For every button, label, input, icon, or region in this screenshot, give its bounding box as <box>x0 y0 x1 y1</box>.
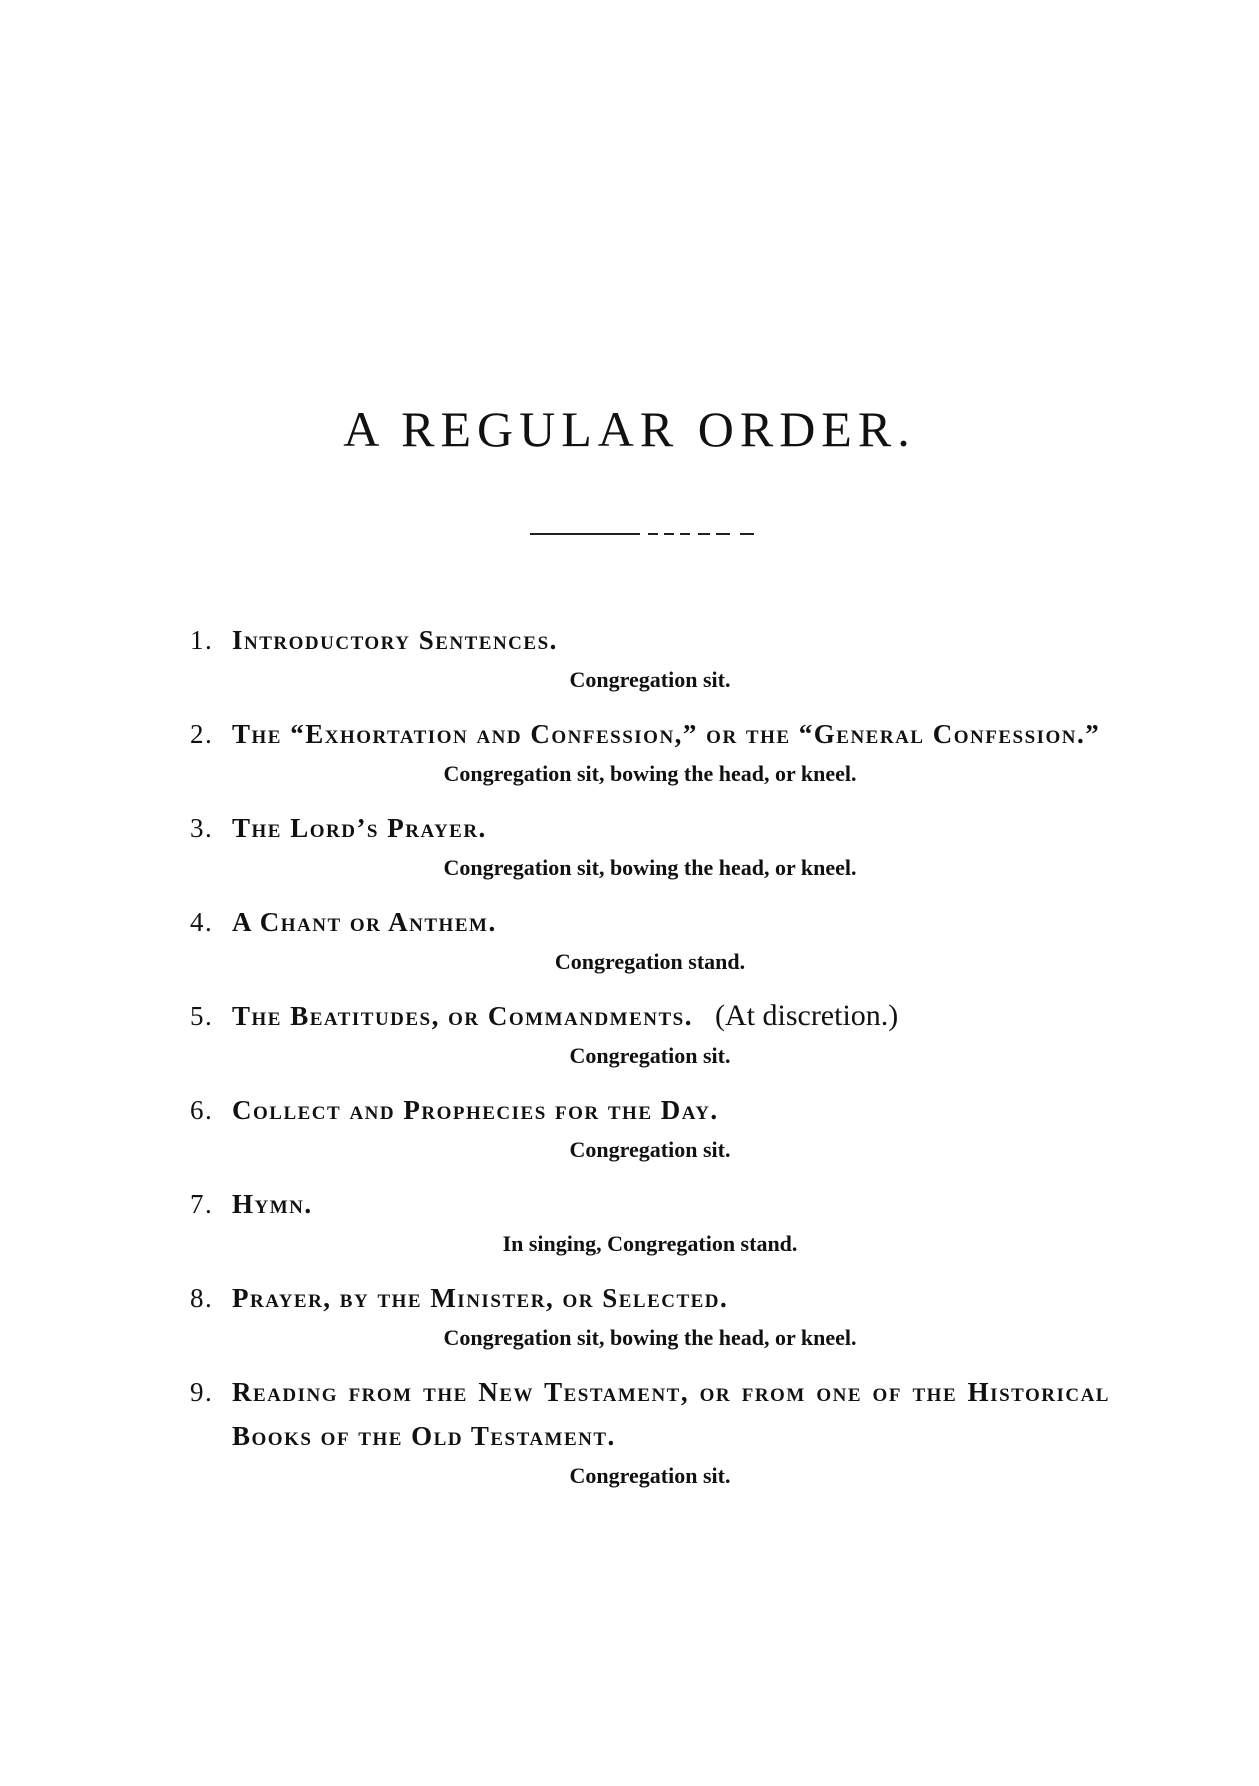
item-heading <box>190 1370 1110 1458</box>
item-heading <box>190 1182 1110 1226</box>
item-number: 4. <box>190 907 214 937</box>
list-item <box>190 1182 1110 1262</box>
item-heading-text: The Lord’s Prayer. <box>232 813 487 843</box>
item-number: 9. <box>190 1377 214 1407</box>
congregation-direction: Congregation sit, bowing the head, or kneel. <box>443 1325 857 1350</box>
item-number: 1. <box>190 625 214 655</box>
item-heading <box>190 1276 1110 1320</box>
item-heading-text: Reading from the New Testament, or from one of the Historical Books of the Old Testament. <box>232 1377 1110 1451</box>
item-heading-text: Hymn. <box>232 1189 313 1219</box>
congregation-direction: Congregation sit. <box>569 1463 731 1488</box>
congregation-direction: Congregation sit. <box>569 1137 731 1162</box>
page-title: A REGULAR ORDER. <box>343 401 916 457</box>
item-heading-text: The “Exhortation and Confession,” or the “General Confession.” <box>232 719 1101 749</box>
congregation-direction: Congregation sit, bowing the head, or kneel. <box>443 761 857 786</box>
list-item <box>190 1370 1110 1494</box>
item-number: 6. <box>190 1095 214 1125</box>
item-heading <box>190 806 1110 850</box>
list-item <box>190 618 1110 698</box>
item-heading <box>190 618 1110 662</box>
congregation-direction: Congregation sit. <box>569 1043 731 1068</box>
congregation-direction: Congregation sit, bowing the head, or kneel. <box>443 855 857 880</box>
item-heading <box>190 994 1110 1038</box>
congregation-direction: In singing, Congregation stand. <box>502 1231 798 1256</box>
list-item <box>190 1088 1110 1168</box>
item-heading-text: Collect and Prophecies for the Day. <box>232 1095 719 1125</box>
item-heading-text: Prayer, by the Minister, or Selected. <box>232 1283 729 1313</box>
item-note: (At discretion.) <box>715 999 899 1032</box>
item-heading-text: A Chant or Anthem. <box>232 907 497 937</box>
congregation-direction: Congregation sit. <box>569 667 731 692</box>
item-number: 2. <box>190 719 214 749</box>
list-item <box>190 806 1110 886</box>
order-of-service-list <box>190 618 1110 1508</box>
item-heading-text: The Beatitudes, or Commandments. <box>232 1001 693 1031</box>
congregation-direction: Congregation stand. <box>554 949 746 974</box>
list-item <box>190 900 1110 980</box>
item-heading <box>190 1088 1110 1132</box>
ornamental-rule <box>530 533 770 535</box>
item-number: 3. <box>190 813 214 843</box>
list-item <box>190 994 1110 1074</box>
item-heading-text: Introductory Sentences. <box>232 625 558 655</box>
item-number: 8. <box>190 1283 214 1313</box>
item-heading <box>190 900 1110 944</box>
list-item <box>190 712 1110 792</box>
item-number: 7. <box>190 1189 214 1219</box>
list-item <box>190 1276 1110 1356</box>
item-number: 5. <box>190 1001 214 1031</box>
item-heading <box>190 712 1110 756</box>
